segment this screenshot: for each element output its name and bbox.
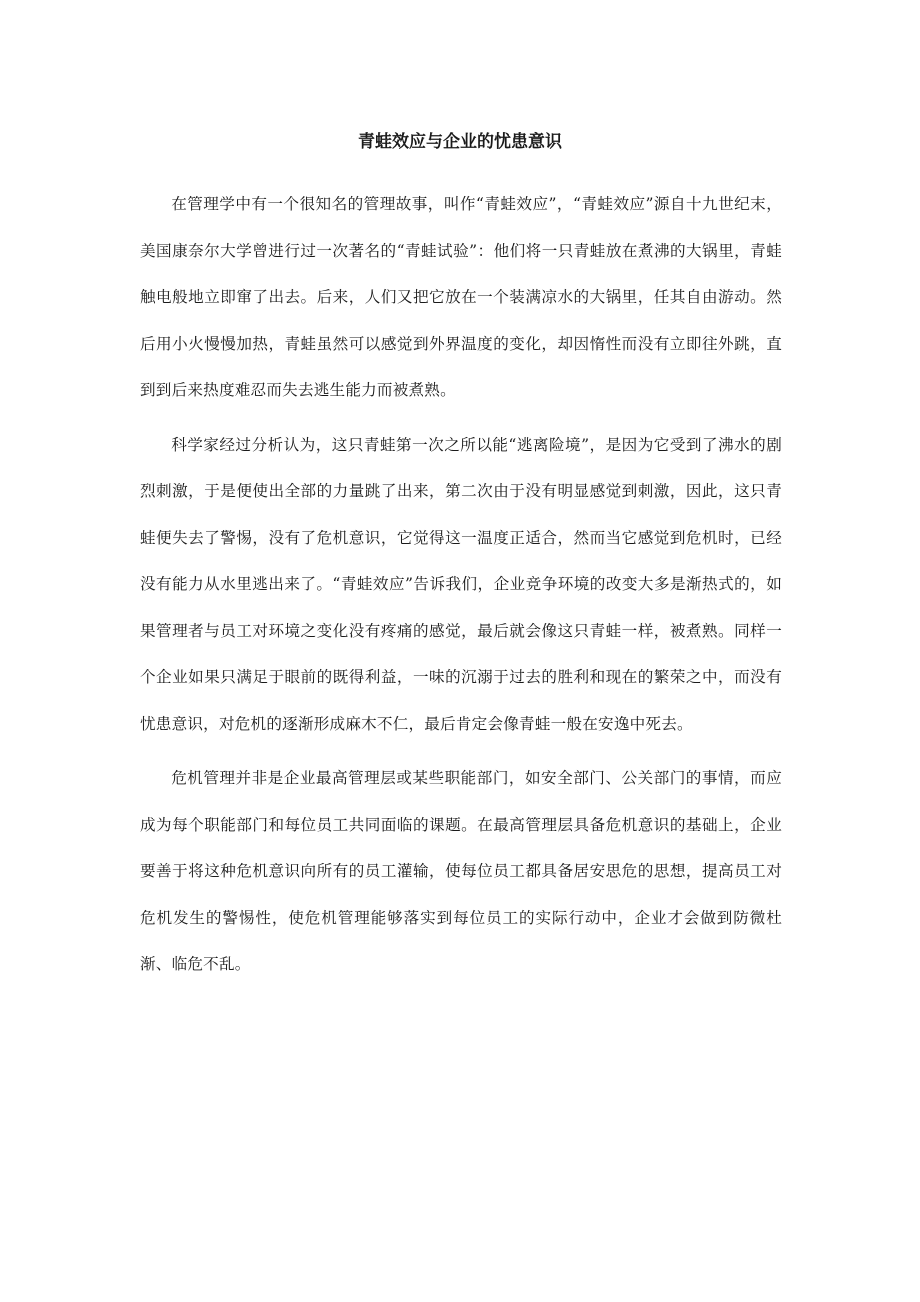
document-body [140,181,782,996]
paragraph-2: 科学家经过分析认为，这只青蛙第一次之所以能“逃离险境”，是因为它受到了沸水的剧烈刺激，于是便使出全部的力量跳了出来，第二次由于没有明显感觉到刺激，因此，这只青蛙便失去了警惕，没有了危机意识，它觉得这一温度正适合，然而当它感觉到危机时，已经没有能力从水里逃出来了。“青蛙效应”告诉我们，企业竞争环境的改变大多是渐热式的，如果管理者与员工对环境之变化没有疼痛的感觉，最后就会像这只青蛙一样，被煮熟。同样一个企业如果只满足于眼前的既得利益，一味的沉溺于过去的胜利和现在的繁荣之中，而没有忧患意识，对危机的逐渐形成麻木不仁，最后肯定会像青蛙一般在安逸中死去。 [140,435,782,733]
paragraph-3: 危机管理并非是企业最高管理层或某些职能部门，如安全部门、公关部门的事情，而应成为每个职能部门和每位员工共同面临的课题。在最高管理层具备危机意识的基础上，企业要善于将这种危机意识向所有的员工灌输，使每位员工都具备居安思危的思想，提高员工对危机发生的警惕性，使危机管理能够落实到每位员工的实际行动中，企业才会做到防微杜渐、临危不乱。 [140,769,782,973]
paragraph-1: 在管理学中有一个很知名的管理故事，叫作“青蛙效应”，“青蛙效应”源自十九世纪末，美国康奈尔大学曾进行过一次著名的“青蛙试验”：他们将一只青蛙放在煮沸的大锅里，青蛙触电般地立即窜了出去。后来，人们又把它放在一个装满凉水的大锅里，任其自由游动。然后用小火慢慢加热，青蛙虽然可以感觉到外界温度的变化，却因惰性而没有立即往外跳，直到到后来热度难忍而失去逃生能力而被煮熟。 [140,195,782,399]
document-title: 青蛙效应与企业的忧患意识 [358,132,562,152]
